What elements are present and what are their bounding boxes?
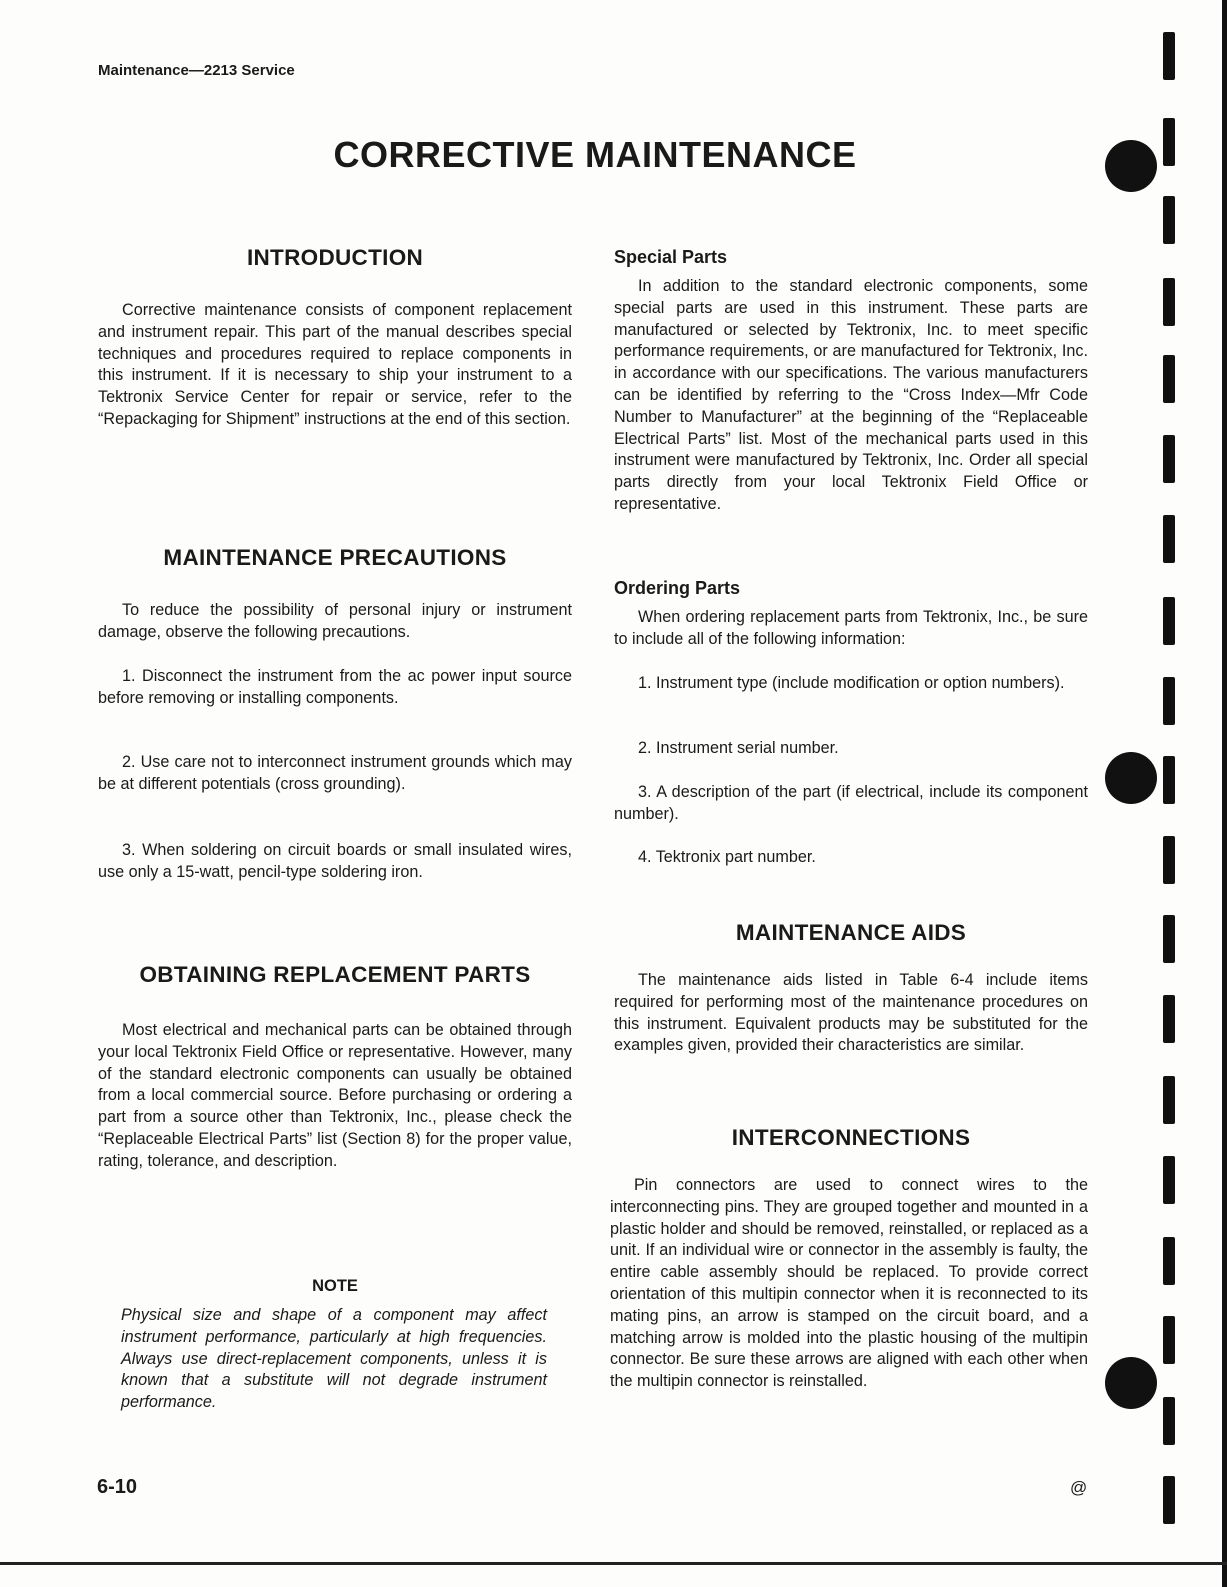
precautions-intro-block [98,600,572,644]
binder-bar [1163,756,1175,804]
binder-bar [1163,278,1175,326]
binder-bar [1163,118,1175,166]
note-heading: NOTE [312,1277,358,1295]
precautions-intro: To reduce the possibility of personal injury or instrument damage, observe the following precautions. [98,601,572,641]
ordering-item [614,738,1088,760]
note-body: Physical size and shape of a component may affect instrument performance, particularly at high frequencies. Always use direct-replacement components, unless it is known that a substitute will not degrade instrument performance. [121,1306,547,1412]
ordering-item-1: 1. Instrument type (include modification or option numbers). [638,674,1065,692]
scan-edge-right [1222,0,1227,1587]
binder-bar [1163,32,1175,80]
binder-bar [1163,1397,1175,1445]
binder-bar [1163,1076,1175,1124]
maintenance-aids-section [614,970,1088,1057]
ordering-item-4: 4. Tektronix part number. [638,848,816,866]
interconnections-body: Pin connectors are used to connect wires to the interconnecting pins. They are grouped together and mounted in a plastic holder and should be removed, reinstalled, or replaced as a unit. If an individual wire or connector in the assembly is faulty, the entire cable assembly should be replaced. To provide correct orientation of this multipin connector when it is reconnected to its mating pins, an arrow is stamped on the circuit board, and a matching arrow is molded into the plastic housing of the multipin connector. Be sure these arrows are aligned with each other when the multipin connector is reinstalled. [610,1176,1088,1391]
interconnections-section [610,1175,1088,1393]
maintenance-aids-body: The maintenance aids listed in Table 6-4 include items required for performing most of the maintenance procedures on this instrument. Equivalent products may be substituted for the examples given, provided their characteristics are similar. [614,971,1088,1055]
maintenance-aids-heading: MAINTENANCE AIDS [735,920,967,945]
binder-hole [1105,1357,1157,1409]
scan-edge-bottom [0,1562,1227,1565]
precautions-heading: MAINTENANCE PRECAUTIONS [163,545,507,570]
binder-bar [1163,915,1175,963]
binder-bar [1163,836,1175,884]
precaution-item [98,666,572,710]
interconnections-heading: INTERCONNECTIONS [731,1125,971,1150]
ordering-parts-heading: Ordering Parts [614,578,741,598]
ordering-item [614,847,1088,869]
running-header: Maintenance—2213 Service [98,62,295,79]
binder-hole [1105,140,1157,192]
introduction-body: Corrective maintenance consists of component replacement and instrument repair. This part of the manual describes special techniques and procedures required to replace components in this instrument. If it is necessary to ship your instrument to a Tektronix Service Center for repair or service, refer to the “Repackaging for Shipment” instructions at the end of this section. [98,301,572,428]
precaution-item [98,840,572,884]
introduction-section [98,300,572,431]
ordering-intro: When ordering replacement parts from Tektronix, Inc., be sure to include all of the following information: [614,608,1088,648]
binder-bar [1163,515,1175,563]
page-title: CORRECTIVE MAINTENANCE [333,134,857,175]
binder-bar [1163,196,1175,244]
ordering-intro-block [614,607,1088,651]
obtaining-body: Most electrical and mechanical parts can be obtained through your local Tektronix Field Office or representative. However, many of the standard electronic components can usually be obtained from a local commercial source. Before purchasing or ordering a part from a source other than Tektronix, Inc., please check the “Replaceable Electrical Parts” list (Section 8) for the proper value, rating, tolerance, and description. [98,1021,572,1170]
special-parts-body: In addition to the standard electronic components, some special parts are used in this instrument. These parts are manufactured or selected by Tektronix, Inc. to meet specific performance requirements, or are manufactured for Tektronix, Inc. in accordance with our specifications. The various manufacturers can be identified by referring to the “Cross Index—Mfr Code Number to Manufacturer” at the beginning of the “Replaceable Electrical Parts” list. Most of the mechanical parts used in this instrument were manufactured by Tektronix, Inc. Order all special parts directly from your local Tektronix Field Office or representative. [614,277,1088,513]
precaution-item-3: 3. When soldering on circuit boards or small insulated wires, use only a 15-watt, pencil-type soldering iron. [98,841,572,881]
binder-bar [1163,677,1175,725]
page-number: 6-10 [97,1476,138,1498]
obtaining-heading: OBTAINING REPLACEMENT PARTS [139,962,531,987]
ordering-item-2: 2. Instrument serial number. [638,739,839,757]
binder-hole [1105,752,1157,804]
special-parts-section [614,276,1088,516]
binder-bar [1163,995,1175,1043]
precaution-item-1: 1. Disconnect the instrument from the ac power input source before removing or installing components. [98,667,572,707]
introduction-heading: INTRODUCTION [246,245,424,270]
special-parts-heading: Special Parts [614,247,728,267]
binder-bar [1163,435,1175,483]
precaution-item-2: 2. Use care not to interconnect instrument grounds which may be at different potentials (cross grounding). [98,753,572,793]
binder-bar [1163,1476,1175,1524]
ordering-item [614,782,1088,826]
binder-bar [1163,355,1175,403]
ordering-item-3: 3. A description of the part (if electrical, include its component number). [614,783,1088,823]
binder-bar [1163,1237,1175,1285]
obtaining-section [98,1020,572,1173]
ordering-item [614,673,1088,695]
binder-bar [1163,597,1175,645]
precaution-item [98,752,572,796]
binder-bar [1163,1316,1175,1364]
binder-bar [1163,1156,1175,1204]
footer-symbol: @ [1070,1478,1088,1497]
